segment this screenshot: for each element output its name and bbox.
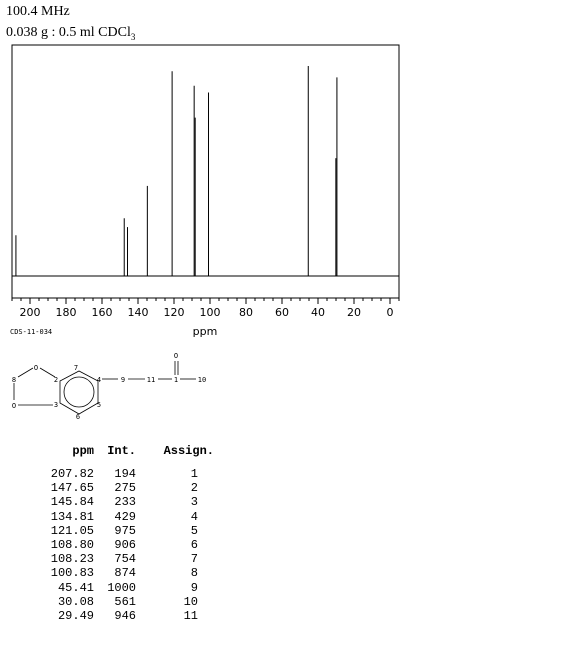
table-row [44, 481, 214, 495]
cell-intensity: 561 [114, 594, 136, 609]
sample-subscript: 3 [130, 31, 136, 42]
cell-assign: 9 [190, 580, 198, 595]
cell-assign: 1 [190, 467, 198, 481]
spectrum-code: CDS-11-034 [10, 328, 53, 336]
x-tick-label: 40 [311, 306, 325, 319]
cell-assign: 4 [190, 509, 198, 524]
cell-ppm: 45.41 [57, 580, 94, 595]
table-row [44, 524, 214, 538]
cell-ppm: 29.49 [57, 609, 94, 624]
atom-label: 9 [120, 376, 126, 384]
table-row [44, 510, 214, 524]
cell-assign: 7 [190, 552, 198, 567]
peak-table-body [44, 467, 214, 623]
x-ticks-layer [12, 298, 399, 319]
cell-ppm: 108.23 [50, 552, 94, 567]
table-row [44, 467, 214, 481]
cell-ppm: 207.82 [50, 467, 94, 481]
table-row [44, 595, 214, 609]
cell-intensity: 906 [114, 538, 136, 553]
col-header-ppm: ppm [72, 444, 94, 458]
atom-label: 1 [173, 376, 179, 384]
cell-ppm: 108.80 [50, 538, 94, 553]
atom-label: 6 [75, 413, 81, 421]
cell-intensity: 975 [114, 523, 136, 538]
peak-table [44, 444, 214, 623]
cell-assign: 8 [190, 566, 198, 581]
cell-intensity: 1000 [107, 580, 136, 595]
atom-label: 3 [53, 401, 59, 409]
peaks-layer [16, 66, 337, 276]
cell-assign: 2 [190, 481, 198, 496]
peak-table-header [44, 444, 214, 467]
x-axis-label: ppm [192, 325, 218, 338]
plot-frame [12, 45, 399, 298]
atom-label: 7 [73, 364, 79, 372]
x-tick-label: 160 [91, 306, 113, 319]
cell-assign: 3 [190, 495, 198, 510]
spectrometer-frequency: 100.4 MHz [6, 4, 70, 19]
atom-label: O [173, 352, 179, 360]
x-tick-label: 20 [347, 306, 361, 319]
cell-ppm: 30.08 [57, 594, 94, 609]
col-header-intensity: Int. [107, 444, 136, 458]
cell-ppm: 145.84 [50, 495, 94, 510]
atom-label: 4 [96, 376, 102, 384]
cell-assign: 10 [183, 594, 198, 609]
x-tick-label: 180 [55, 306, 77, 319]
table-row [44, 495, 214, 509]
atom-label: O [11, 402, 17, 410]
bond [40, 368, 55, 377]
atom-label: 11 [146, 376, 156, 384]
cell-intensity: 874 [114, 566, 136, 581]
cell-intensity: 233 [114, 495, 136, 510]
x-tick-label: 0 [386, 306, 394, 319]
atom-label: O [33, 364, 39, 372]
cell-assign: 11 [183, 609, 198, 624]
cell-ppm: 121.05 [50, 523, 94, 538]
cell-intensity: 194 [114, 467, 136, 481]
x-tick-label: 140 [127, 306, 149, 319]
x-tick-label: 60 [275, 306, 289, 319]
table-row [44, 552, 214, 566]
aromatic-circle [64, 377, 94, 407]
col-header-assign: Assign. [163, 444, 214, 458]
x-tick-label: 200 [19, 306, 41, 319]
bond [18, 368, 33, 377]
cell-intensity: 754 [114, 552, 136, 567]
atom-label: 5 [96, 401, 102, 409]
atom-label: 8 [11, 376, 17, 384]
x-tick-label: 120 [163, 306, 185, 319]
cell-ppm: 100.83 [50, 566, 94, 581]
cell-intensity: 429 [114, 509, 136, 524]
table-row [44, 538, 214, 552]
cell-intensity: 275 [114, 481, 136, 496]
table-row [44, 581, 214, 595]
table-row [44, 566, 214, 580]
table-row [44, 609, 214, 623]
x-tick-label: 100 [199, 306, 221, 319]
atom-label: 2 [53, 376, 59, 384]
cell-ppm: 147.65 [50, 481, 94, 496]
molecule-structure [0, 345, 260, 435]
cell-assign: 5 [190, 523, 198, 538]
cell-intensity: 946 [114, 609, 136, 624]
atom-labels [12, 352, 206, 421]
atom-label: 10 [197, 376, 207, 384]
bonds [11, 361, 196, 414]
cell-assign: 6 [190, 538, 198, 553]
benzene-ring [60, 371, 98, 414]
sample-text: 0.038 g : 0.5 ml CDCl [6, 25, 131, 40]
cell-ppm: 134.81 [50, 509, 94, 524]
x-tick-label: 80 [239, 306, 253, 319]
